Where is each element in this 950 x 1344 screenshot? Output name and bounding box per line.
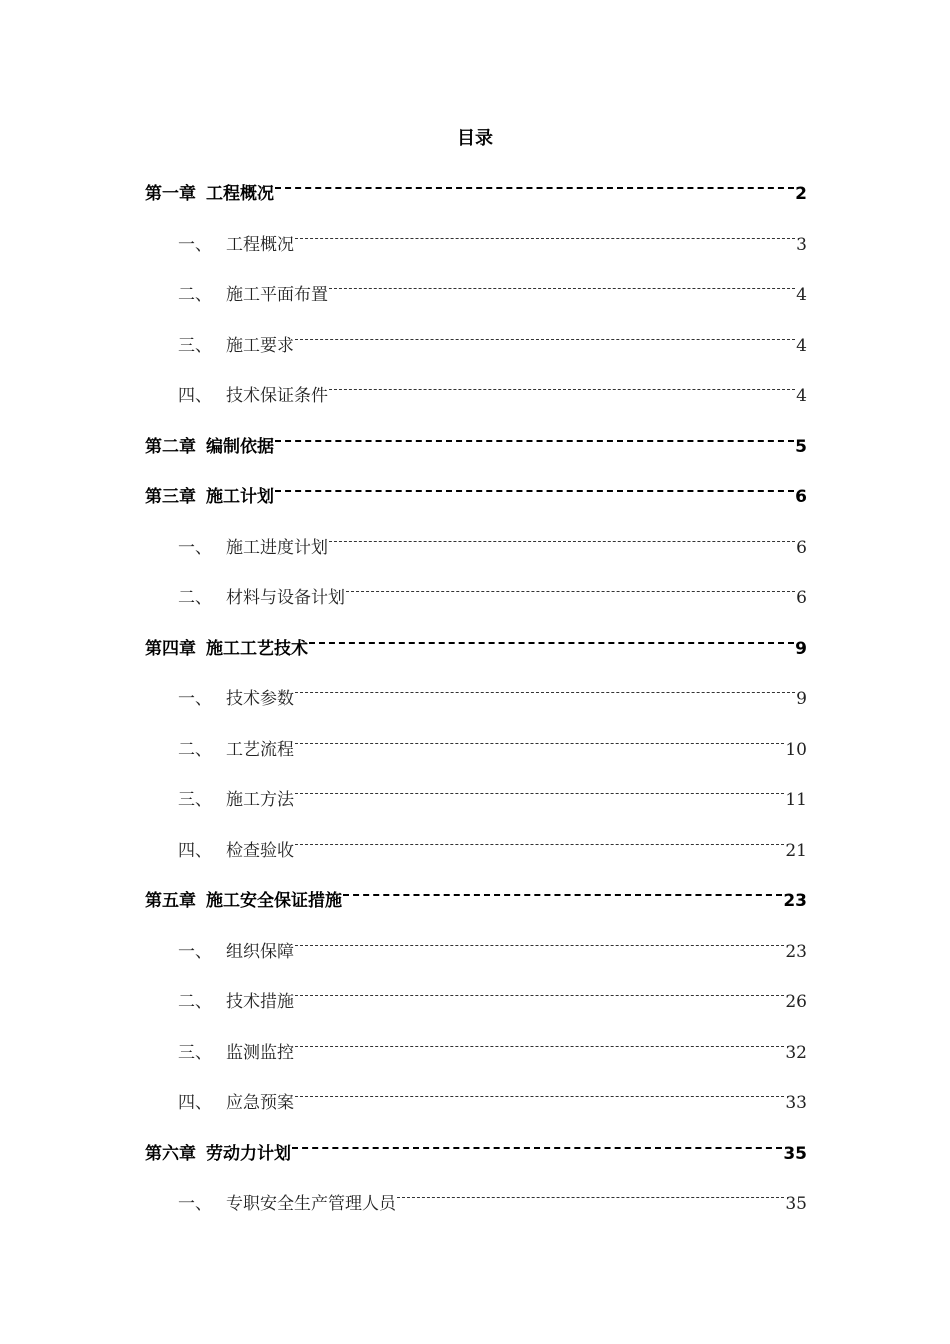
toc-page-number: 10 — [785, 740, 807, 760]
toc-section-entry[interactable] — [178, 731, 807, 760]
toc-entry-text: 工艺流程 — [226, 740, 294, 760]
toc-section-entry[interactable] — [178, 377, 807, 406]
toc-dot-leader — [292, 1135, 782, 1159]
toc-entry-text: 施工安全保证措施 — [206, 891, 342, 911]
toc-entry-label — [145, 485, 274, 509]
toc-entry-text: 技术保证条件 — [226, 386, 328, 406]
toc-entry-number: 二、 — [178, 285, 212, 305]
toc-entry-label — [145, 1142, 291, 1166]
toc-chapter-entry[interactable] — [145, 630, 807, 659]
toc-entry-label — [178, 334, 294, 358]
toc-entry-label — [145, 435, 274, 459]
toc-dot-leader — [346, 579, 795, 603]
toc-entry-number: 第六章 — [145, 1144, 196, 1164]
toc-entry-label — [178, 233, 294, 257]
toc-entry-label — [178, 940, 294, 964]
toc-entry-number: 第五章 — [145, 891, 196, 911]
toc-dot-leader — [275, 428, 794, 452]
toc-page-number: 3 — [796, 235, 807, 255]
toc-entry-label — [178, 738, 294, 762]
toc-dot-leader — [295, 781, 784, 805]
toc-entry-number: 二、 — [178, 588, 212, 608]
toc-entry-number: 三、 — [178, 1043, 212, 1063]
toc-entry-label — [178, 990, 294, 1014]
toc-section-entry[interactable] — [178, 276, 807, 305]
toc-dot-leader — [295, 1034, 784, 1058]
toc-entry-number: 一、 — [178, 235, 212, 255]
toc-page-number: 2 — [795, 184, 807, 204]
toc-section-entry[interactable] — [178, 1185, 807, 1214]
toc-entry-number: 三、 — [178, 336, 212, 356]
toc-page-number: 11 — [785, 790, 807, 810]
toc-entry-number: 二、 — [178, 740, 212, 760]
toc-entry-number: 三、 — [178, 790, 212, 810]
toc-dot-leader — [295, 933, 784, 957]
toc-entry-label — [145, 889, 342, 913]
toc-dot-leader — [295, 327, 795, 351]
toc-page-number: 4 — [796, 336, 807, 356]
toc-entry-number: 二、 — [178, 992, 212, 1012]
toc-entry-text: 材料与设备计划 — [226, 588, 345, 608]
toc-dot-leader — [295, 680, 795, 704]
toc-page-number: 23 — [783, 891, 807, 911]
toc-entry-label — [178, 1091, 294, 1115]
toc-entry-number: 第三章 — [145, 487, 196, 507]
toc-section-entry[interactable] — [178, 226, 807, 255]
toc-page-number: 4 — [796, 285, 807, 305]
toc-page-number: 9 — [795, 639, 807, 659]
toc-entry-label — [178, 788, 294, 812]
toc-chapter-entry[interactable] — [145, 428, 807, 457]
toc-page-number: 6 — [796, 538, 807, 558]
toc-entry-text: 技术措施 — [226, 992, 294, 1012]
toc-dot-leader — [295, 731, 784, 755]
toc-dot-leader — [295, 226, 795, 250]
toc-section-entry[interactable] — [178, 832, 807, 861]
toc-section-entry[interactable] — [178, 529, 807, 558]
toc-dot-leader — [295, 983, 784, 1007]
toc-entry-text: 施工计划 — [206, 487, 274, 507]
toc-page-number: 32 — [785, 1043, 807, 1063]
toc-dot-leader — [329, 377, 795, 401]
toc-entry-label — [178, 586, 345, 610]
toc-dot-leader — [309, 630, 794, 654]
toc-entry-text: 工程概况 — [226, 235, 294, 255]
toc-entry-number: 四、 — [178, 1093, 212, 1113]
toc-dot-leader — [275, 478, 794, 502]
toc-entry-text: 施工要求 — [226, 336, 294, 356]
toc-entry-label — [178, 839, 294, 863]
toc-entry-number: 一、 — [178, 1194, 212, 1214]
toc-page-number: 21 — [785, 841, 807, 861]
toc-entry-text: 施工平面布置 — [226, 285, 328, 305]
toc-dot-leader — [329, 529, 795, 553]
toc-entry-label — [145, 182, 274, 206]
toc-entry-text: 编制依据 — [206, 437, 274, 457]
toc-section-entry[interactable] — [178, 933, 807, 962]
toc-page-number: 9 — [796, 689, 807, 709]
toc-page-number: 23 — [785, 942, 807, 962]
toc-dot-leader — [275, 175, 794, 199]
toc-entry-number: 一、 — [178, 689, 212, 709]
toc-entry-label — [178, 384, 328, 408]
toc-entry-number: 一、 — [178, 538, 212, 558]
toc-entry-number: 四、 — [178, 841, 212, 861]
toc-entry-text: 施工进度计划 — [226, 538, 328, 558]
toc-entry-number: 第一章 — [145, 184, 196, 204]
toc-dot-leader — [329, 276, 795, 300]
toc-entry-number: 第二章 — [145, 437, 196, 457]
toc-chapter-entry[interactable] — [145, 478, 807, 507]
toc-page-number: 26 — [785, 992, 807, 1012]
toc-section-entry[interactable] — [178, 1034, 807, 1063]
toc-section-entry[interactable] — [178, 327, 807, 356]
toc-entry-label — [178, 283, 328, 307]
toc-page-number: 35 — [783, 1144, 807, 1164]
toc-section-entry[interactable] — [178, 983, 807, 1012]
toc-entry-text: 监测监控 — [226, 1043, 294, 1063]
toc-entry-label — [178, 1192, 396, 1216]
toc-entry-text: 劳动力计划 — [206, 1144, 291, 1164]
toc-entry-text: 应急预案 — [226, 1093, 294, 1113]
toc-dot-leader — [295, 1084, 784, 1108]
toc-entry-text: 检查验收 — [226, 841, 294, 861]
toc-section-entry[interactable] — [178, 1084, 807, 1113]
toc-entry-label — [178, 1041, 294, 1065]
toc-page-number: 6 — [796, 588, 807, 608]
toc-entry-number: 四、 — [178, 386, 212, 406]
toc-page-number: 6 — [795, 487, 807, 507]
toc-dot-leader — [343, 882, 782, 906]
toc-chapter-entry[interactable] — [145, 175, 807, 204]
toc-entry-text: 技术参数 — [226, 689, 294, 709]
toc-page-number: 35 — [785, 1194, 807, 1214]
toc-entry-label — [178, 687, 294, 711]
toc-page-number: 33 — [785, 1093, 807, 1113]
toc-entry-label — [178, 536, 328, 560]
toc-page-number: 4 — [796, 386, 807, 406]
toc-entry-label — [145, 637, 308, 661]
toc-entry-text: 组织保障 — [226, 942, 294, 962]
toc-chapter-entry[interactable] — [145, 882, 807, 911]
toc-entry-text: 施工方法 — [226, 790, 294, 810]
toc-entry-text: 施工工艺技术 — [206, 639, 308, 659]
toc-entry-number: 一、 — [178, 942, 212, 962]
toc-dot-leader — [295, 832, 784, 856]
toc-title: 目录 — [457, 128, 493, 149]
toc-entry-text: 工程概况 — [206, 184, 274, 204]
toc-chapter-entry[interactable] — [145, 1135, 807, 1164]
toc-page-number: 5 — [795, 437, 807, 457]
toc-dot-leader — [397, 1185, 784, 1209]
toc-entry-text: 专职安全生产管理人员 — [226, 1194, 396, 1214]
toc-entry-number: 第四章 — [145, 639, 196, 659]
toc-section-entry[interactable] — [178, 579, 807, 608]
toc-section-entry[interactable] — [178, 680, 807, 709]
toc-section-entry[interactable] — [178, 781, 807, 810]
